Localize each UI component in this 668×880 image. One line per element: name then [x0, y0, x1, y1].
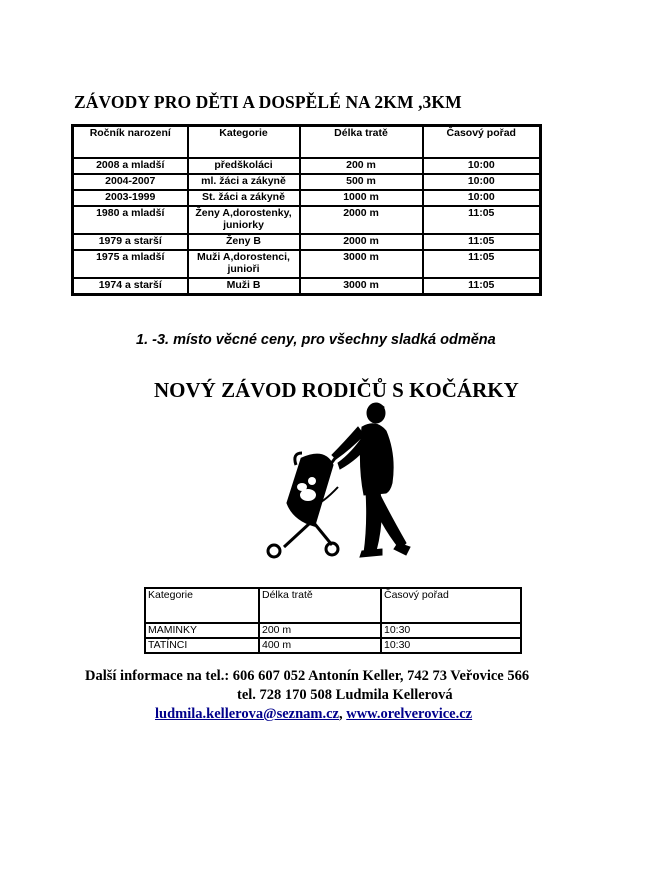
cell-start-time: 11:05	[423, 206, 541, 234]
cell-birth-year: 1979 a starší	[73, 234, 188, 250]
cell-distance: 200 m	[300, 158, 423, 174]
link-separator: ,	[338, 706, 347, 722]
cell-start-time: 11:05	[423, 234, 541, 250]
cell-start-time: 10:30	[381, 638, 521, 653]
cell-start-time: 10:00	[423, 190, 541, 206]
table-row	[73, 174, 541, 190]
cell-category: Ženy B	[188, 234, 300, 250]
table-row	[145, 638, 521, 653]
table-row	[73, 234, 541, 250]
cell-category: Ženy A,dorostenky, juniorky	[188, 206, 300, 234]
table-row	[73, 278, 541, 295]
cell-distance: 3000 m	[300, 250, 423, 278]
col-header-start-time: Časový pořad	[381, 588, 521, 623]
cell-start-time: 10:30	[381, 623, 521, 638]
cell-distance: 1000 m	[300, 190, 423, 206]
cell-distance: 3000 m	[300, 278, 423, 295]
table-row	[73, 250, 541, 278]
contact-links	[155, 706, 472, 723]
stroller-table	[144, 587, 522, 654]
table-row	[73, 158, 541, 174]
cell-birth-year: 1975 a mladší	[73, 250, 188, 278]
parent-with-stroller-illustration	[258, 395, 418, 565]
cell-birth-year: 1980 a mladší	[73, 206, 188, 234]
races-table-header	[73, 126, 541, 159]
stroller-table-header	[145, 588, 521, 623]
cell-category: ml. žáci a zákyně	[188, 174, 300, 190]
cell-distance: 200 m	[259, 623, 381, 638]
cell-birth-year: 1974 a starší	[73, 278, 188, 295]
races-heading: ZÁVODY PRO DĚTI A DOSPĚLÉ NA 2KM ,3KM	[74, 92, 462, 112]
cell-category: TATÍNCI	[145, 638, 259, 653]
cell-birth-year: 2003-1999	[73, 190, 188, 206]
cell-distance: 2000 m	[300, 234, 423, 250]
cell-distance: 2000 m	[300, 206, 423, 234]
table-row	[73, 206, 541, 234]
cell-category: Muži B	[188, 278, 300, 295]
col-header-category: Kategorie	[145, 588, 259, 623]
contact-line-2: tel. 728 170 508 Ludmila Kellerová	[237, 687, 453, 703]
stroller-race-heading: NOVÝ ZÁVOD RODIČŮ S KOČÁRKY	[154, 378, 519, 402]
cell-distance: 400 m	[259, 638, 381, 653]
cell-category: MAMINKY	[145, 623, 259, 638]
email-link[interactable]: ludmila.kellerova@seznam.cz	[155, 706, 339, 722]
cell-start-time: 10:00	[423, 174, 541, 190]
table-row	[73, 190, 541, 206]
contact-line-1: Další informace na tel.: 606 607 052 Antonín Keller, 742 73 Veřovice 566	[85, 668, 530, 684]
website-link[interactable]: www.orelverovice.cz	[346, 706, 473, 722]
cell-birth-year: 2004-2007	[73, 174, 188, 190]
cell-category: St. žáci a zákyně	[188, 190, 300, 206]
cell-start-time: 10:00	[423, 158, 541, 174]
cell-start-time: 11:05	[423, 278, 541, 295]
col-header-distance: Délka tratě	[259, 588, 381, 623]
cell-distance: 500 m	[300, 174, 423, 190]
table-row	[145, 623, 521, 638]
cell-category: předškoláci	[188, 158, 300, 174]
races-table	[71, 124, 542, 296]
cell-birth-year: 2008 a mladší	[73, 158, 188, 174]
cell-start-time: 11:05	[423, 250, 541, 278]
col-header-start-time: Časový pořad	[423, 126, 541, 159]
col-header-distance: Délka tratě	[300, 126, 423, 159]
cell-category: Muži A,dorostenci, junioři	[188, 250, 300, 278]
prizes-text: 1. -3. místo věcné ceny, pro všechny sladká odměna	[136, 332, 496, 348]
col-header-category: Kategorie	[188, 126, 300, 159]
col-header-birth-year: Ročník narození	[73, 126, 188, 159]
